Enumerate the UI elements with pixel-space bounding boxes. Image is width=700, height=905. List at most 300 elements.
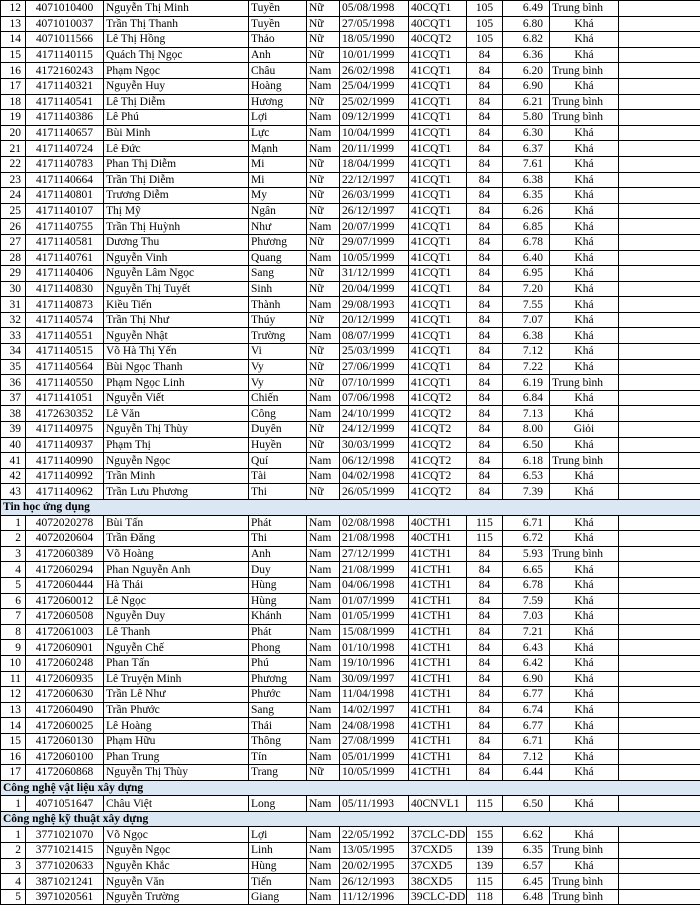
table-row	[1, 156, 700, 172]
student-id-cell: 4172060294	[26, 562, 104, 578]
rank-cell: Khá	[550, 671, 619, 687]
gpa-cell: 7.13	[503, 406, 550, 422]
birth-date-cell: 27/08/1999	[340, 733, 409, 749]
surname-cell: Nguyễn Khắc	[104, 858, 249, 874]
gender-cell: Nữ	[307, 484, 340, 500]
given-name-cell: Hùng	[249, 593, 307, 609]
rank-cell: Khá	[550, 78, 619, 94]
class-code-cell: 41CQT1	[409, 344, 467, 360]
row-number-cell: 13	[1, 702, 26, 718]
row-number-cell: 5	[1, 577, 26, 593]
student-id-cell: 4071011566	[26, 32, 104, 48]
class-code-cell: 40CTH1	[409, 515, 467, 531]
birth-date-cell: 10/04/1999	[340, 125, 409, 141]
gender-cell: Nam	[307, 390, 340, 406]
gpa-cell: 6.50	[503, 796, 550, 812]
rank-cell: Khá	[550, 234, 619, 250]
row-number-cell: 43	[1, 484, 26, 500]
class-code-cell: 41CQT1	[409, 359, 467, 375]
gpa-cell: 6.90	[503, 671, 550, 687]
surname-cell: Nguyễn Chế	[104, 640, 249, 656]
student-id-cell: 4172060130	[26, 733, 104, 749]
class-code-cell: 41CTH1	[409, 733, 467, 749]
class-code-cell: 40CQT1	[409, 1, 467, 17]
credits-cell: 105	[467, 1, 503, 17]
gpa-cell: 6.37	[503, 141, 550, 157]
surname-cell: Lê Thanh	[104, 624, 249, 640]
student-id-cell: 4171140574	[26, 312, 104, 328]
table-row	[1, 78, 700, 94]
gpa-cell: 6.21	[503, 94, 550, 110]
empty-cell	[619, 141, 700, 157]
student-id-cell: 4172060025	[26, 718, 104, 734]
gender-cell: Nam	[307, 671, 340, 687]
student-id-cell: 4172060100	[26, 749, 104, 765]
surname-cell: Dương Thu	[104, 234, 249, 250]
birth-date-cell: 21/08/1999	[340, 562, 409, 578]
credits-cell: 84	[467, 406, 503, 422]
surname-cell: Võ Hoàng	[104, 546, 249, 562]
table-row	[1, 593, 700, 609]
birth-date-cell: 20/07/1999	[340, 219, 409, 235]
empty-cell	[619, 733, 700, 749]
student-id-cell: 4171140783	[26, 156, 104, 172]
empty-cell	[619, 796, 700, 812]
row-number-cell: 4	[1, 874, 26, 890]
gpa-cell: 6.62	[503, 827, 550, 843]
given-name-cell: Lợi	[249, 827, 307, 843]
rank-cell: Khá	[550, 562, 619, 578]
table-row	[1, 219, 700, 235]
gpa-cell: 6.45	[503, 874, 550, 890]
credits-cell: 84	[467, 203, 503, 219]
empty-cell	[619, 687, 700, 703]
credits-cell: 115	[467, 796, 503, 812]
table-row	[1, 484, 700, 500]
surname-cell: Trần Minh	[104, 468, 249, 484]
given-name-cell: Phát	[249, 624, 307, 640]
birth-date-cell: 22/12/1997	[340, 172, 409, 188]
birth-date-cell: 21/08/1998	[340, 531, 409, 547]
gender-cell: Nam	[307, 593, 340, 609]
rank-cell: Khá	[550, 16, 619, 32]
given-name-cell: Vi	[249, 344, 307, 360]
rank-cell: Trung bình	[550, 1, 619, 17]
rank-cell: Khá	[550, 281, 619, 297]
rank-cell: Khá	[550, 390, 619, 406]
table-row	[1, 390, 700, 406]
given-name-cell: Chiến	[249, 390, 307, 406]
gpa-cell: 6.78	[503, 577, 550, 593]
gpa-cell: 6.95	[503, 266, 550, 282]
gender-cell: Nam	[307, 827, 340, 843]
empty-cell	[619, 484, 700, 500]
gpa-cell: 6.49	[503, 1, 550, 17]
credits-cell: 84	[467, 624, 503, 640]
class-code-cell: 41CQT1	[409, 110, 467, 126]
student-id-cell: 4171140755	[26, 219, 104, 235]
surname-cell: Lê Thị Diễm	[104, 94, 249, 110]
credits-cell: 84	[467, 733, 503, 749]
credits-cell: 115	[467, 515, 503, 531]
row-number-cell: 4	[1, 562, 26, 578]
credits-cell: 84	[467, 281, 503, 297]
row-number-cell: 10	[1, 655, 26, 671]
table-row	[1, 843, 700, 859]
surname-cell: Trần Đăng	[104, 531, 249, 547]
credits-cell: 84	[467, 546, 503, 562]
gender-cell: Nam	[307, 515, 340, 531]
table-body	[1, 1, 700, 905]
class-code-cell: 41CTH1	[409, 562, 467, 578]
credits-cell: 84	[467, 297, 503, 313]
row-number-cell: 12	[1, 1, 26, 17]
class-code-cell: 41CQT1	[409, 188, 467, 204]
table-row	[1, 344, 700, 360]
given-name-cell: Tuyền	[249, 16, 307, 32]
student-id-cell: 4171140550	[26, 375, 104, 391]
rank-cell: Khá	[550, 858, 619, 874]
credits-cell: 115	[467, 874, 503, 890]
empty-cell	[619, 172, 700, 188]
gpa-cell: 6.77	[503, 687, 550, 703]
student-id-cell: 4172060012	[26, 593, 104, 609]
class-code-cell: 41CQT1	[409, 156, 467, 172]
empty-cell	[619, 312, 700, 328]
table-row	[1, 546, 700, 562]
gender-cell: Nữ	[307, 344, 340, 360]
gender-cell: Nam	[307, 874, 340, 890]
gender-cell: Nam	[307, 562, 340, 578]
birth-date-cell: 10/01/1999	[340, 47, 409, 63]
rank-cell: Khá	[550, 359, 619, 375]
rank-cell: Khá	[550, 437, 619, 453]
empty-cell	[619, 32, 700, 48]
table-row	[1, 94, 700, 110]
empty-cell	[619, 889, 700, 905]
given-name-cell: Quí	[249, 453, 307, 469]
gender-cell: Nam	[307, 687, 340, 703]
class-code-cell: 41CQT2	[409, 437, 467, 453]
class-code-cell: 40CQT1	[409, 16, 467, 32]
gender-cell: Nam	[307, 889, 340, 905]
student-id-cell: 4171140386	[26, 110, 104, 126]
birth-date-cell: 31/12/1999	[340, 266, 409, 282]
empty-cell	[619, 546, 700, 562]
birth-date-cell: 10/05/1999	[340, 250, 409, 266]
empty-cell	[619, 375, 700, 391]
rank-cell: Khá	[550, 749, 619, 765]
class-code-cell: 40CNVL1	[409, 796, 467, 812]
empty-cell	[619, 749, 700, 765]
student-id-cell: 4171140975	[26, 422, 104, 438]
gpa-cell: 6.72	[503, 531, 550, 547]
row-number-cell: 14	[1, 718, 26, 734]
class-code-cell: 41CQT1	[409, 219, 467, 235]
rank-cell: Khá	[550, 32, 619, 48]
class-code-cell: 41CQT1	[409, 312, 467, 328]
given-name-cell: Thi	[249, 484, 307, 500]
class-code-cell: 41CQT1	[409, 172, 467, 188]
empty-cell	[619, 624, 700, 640]
surname-cell: Nguyễn Thị Tuyết	[104, 281, 249, 297]
birth-date-cell: 20/02/1995	[340, 858, 409, 874]
class-code-cell: 41CQT1	[409, 125, 467, 141]
gpa-cell: 6.57	[503, 858, 550, 874]
rank-cell: Khá	[550, 765, 619, 781]
gpa-cell: 6.42	[503, 655, 550, 671]
surname-cell: Phạm Ngọc	[104, 63, 249, 79]
class-code-cell: 37CXD5	[409, 858, 467, 874]
credits-cell: 84	[467, 328, 503, 344]
student-id-cell: 4171140873	[26, 297, 104, 313]
row-number-cell: 23	[1, 172, 26, 188]
given-name-cell: Phương	[249, 671, 307, 687]
credits-cell: 84	[467, 141, 503, 157]
table-row	[1, 141, 700, 157]
birth-date-cell: 02/08/1998	[340, 515, 409, 531]
class-code-cell: 37CXD5	[409, 843, 467, 859]
empty-cell	[619, 562, 700, 578]
gender-cell: Nữ	[307, 188, 340, 204]
given-name-cell: Phát	[249, 515, 307, 531]
surname-cell: Võ Ngọc	[104, 827, 249, 843]
rank-cell: Khá	[550, 203, 619, 219]
gender-cell: Nam	[307, 733, 340, 749]
row-number-cell: 33	[1, 328, 26, 344]
gender-cell: Nữ	[307, 312, 340, 328]
empty-cell	[619, 156, 700, 172]
empty-cell	[619, 47, 700, 63]
surname-cell: Phạm Thị	[104, 437, 249, 453]
row-number-cell: 25	[1, 203, 26, 219]
row-number-cell: 41	[1, 453, 26, 469]
surname-cell: Nguyễn Thị Thùy	[104, 765, 249, 781]
gpa-cell: 7.22	[503, 359, 550, 375]
table-row	[1, 16, 700, 32]
student-id-cell: 4172060630	[26, 687, 104, 703]
given-name-cell: Hùng	[249, 858, 307, 874]
table-row	[1, 640, 700, 656]
given-name-cell: Khánh	[249, 609, 307, 625]
given-name-cell: Vy	[249, 359, 307, 375]
given-name-cell: Sang	[249, 702, 307, 718]
surname-cell: Phan Trung	[104, 749, 249, 765]
row-number-cell: 28	[1, 250, 26, 266]
given-name-cell: Tiến	[249, 874, 307, 890]
class-code-cell: 41CTH1	[409, 687, 467, 703]
gpa-cell: 6.85	[503, 219, 550, 235]
gender-cell: Nam	[307, 125, 340, 141]
row-number-cell: 3	[1, 546, 26, 562]
gender-cell: Nam	[307, 219, 340, 235]
surname-cell: Nguyễn Huy	[104, 78, 249, 94]
empty-cell	[619, 609, 700, 625]
gender-cell: Nam	[307, 110, 340, 126]
rank-cell: Khá	[550, 827, 619, 843]
rank-cell: Trung bình	[550, 453, 619, 469]
empty-cell	[619, 344, 700, 360]
empty-cell	[619, 16, 700, 32]
birth-date-cell: 07/10/1999	[340, 375, 409, 391]
class-code-cell: 41CTH1	[409, 640, 467, 656]
gender-cell: Nam	[307, 858, 340, 874]
given-name-cell: Huyền	[249, 437, 307, 453]
surname-cell: Nguyễn Thị Thùy	[104, 422, 249, 438]
student-id-cell: 4171140962	[26, 484, 104, 500]
student-id-cell: 4171140937	[26, 437, 104, 453]
given-name-cell: Phong	[249, 640, 307, 656]
gender-cell: Nữ	[307, 94, 340, 110]
credits-cell: 84	[467, 655, 503, 671]
empty-cell	[619, 406, 700, 422]
gender-cell: Nam	[307, 328, 340, 344]
birth-date-cell: 29/07/1999	[340, 234, 409, 250]
gender-cell: Nam	[307, 297, 340, 313]
gender-cell: Nam	[307, 577, 340, 593]
credits-cell: 84	[467, 640, 503, 656]
surname-cell: Nguyễn Ngọc	[104, 453, 249, 469]
rank-cell: Trung bình	[550, 546, 619, 562]
given-name-cell: Giang	[249, 889, 307, 905]
surname-cell: Lê Đức	[104, 141, 249, 157]
table-row	[1, 32, 700, 48]
rank-cell: Trung bình	[550, 375, 619, 391]
surname-cell: Phạm Ngọc Linh	[104, 375, 249, 391]
surname-cell: Châu Việt	[104, 796, 249, 812]
table-row	[1, 889, 700, 905]
surname-cell: Quách Thị Ngọc	[104, 47, 249, 63]
rank-cell: Khá	[550, 141, 619, 157]
table-row	[1, 125, 700, 141]
rank-cell: Khá	[550, 344, 619, 360]
class-code-cell: 41CQT2	[409, 453, 467, 469]
empty-cell	[619, 78, 700, 94]
empty-cell	[619, 281, 700, 297]
surname-cell: Nguyễn Trường	[104, 889, 249, 905]
empty-cell	[619, 125, 700, 141]
class-code-cell: 41CQT1	[409, 328, 467, 344]
given-name-cell: Tài	[249, 468, 307, 484]
credits-cell: 84	[467, 359, 503, 375]
gpa-cell: 6.35	[503, 843, 550, 859]
class-code-cell: 40CTH1	[409, 531, 467, 547]
gender-cell: Nam	[307, 531, 340, 547]
surname-cell: Trần Thị Thanh	[104, 16, 249, 32]
credits-cell: 84	[467, 422, 503, 438]
student-id-cell: 4171141051	[26, 390, 104, 406]
gpa-cell: 7.20	[503, 281, 550, 297]
given-name-cell: Quang	[249, 250, 307, 266]
birth-date-cell: 10/05/1999	[340, 765, 409, 781]
rank-cell: Trung bình	[550, 94, 619, 110]
student-id-cell: 3971020561	[26, 889, 104, 905]
rank-cell: Khá	[550, 172, 619, 188]
class-code-cell: 38CXD5	[409, 874, 467, 890]
gpa-cell: 6.84	[503, 390, 550, 406]
credits-cell: 84	[467, 484, 503, 500]
student-id-cell: 4171140541	[26, 94, 104, 110]
birth-date-cell: 18/05/1990	[340, 32, 409, 48]
rank-cell: Khá	[550, 156, 619, 172]
gpa-cell: 6.50	[503, 437, 550, 453]
row-number-cell: 32	[1, 312, 26, 328]
table-row	[1, 562, 700, 578]
table-row	[1, 297, 700, 313]
empty-cell	[619, 234, 700, 250]
rank-cell: Trung bình	[550, 889, 619, 905]
class-code-cell: 41CTH1	[409, 593, 467, 609]
surname-cell: Lê Hoàng	[104, 718, 249, 734]
row-number-cell: 1	[1, 515, 26, 531]
gpa-cell: 6.53	[503, 468, 550, 484]
table-row	[1, 702, 700, 718]
surname-cell: Nguyễn Ngọc	[104, 843, 249, 859]
given-name-cell: Hùng	[249, 577, 307, 593]
row-number-cell: 15	[1, 733, 26, 749]
student-id-cell: 4072020604	[26, 531, 104, 547]
table-row	[1, 63, 700, 79]
empty-cell	[619, 390, 700, 406]
empty-cell	[619, 297, 700, 313]
surname-cell: Trần Thị Diễm	[104, 172, 249, 188]
rank-cell: Khá	[550, 531, 619, 547]
row-number-cell: 13	[1, 16, 26, 32]
empty-cell	[619, 718, 700, 734]
surname-cell: Trần Thị Huỳnh	[104, 219, 249, 235]
class-code-cell: 41CQT1	[409, 234, 467, 250]
credits-cell: 118	[467, 889, 503, 905]
surname-cell: Nguyễn Vinh	[104, 250, 249, 266]
row-number-cell: 20	[1, 125, 26, 141]
row-number-cell: 3	[1, 858, 26, 874]
gender-cell: Nam	[307, 609, 340, 625]
gender-cell: Nam	[307, 655, 340, 671]
gpa-cell: 6.78	[503, 234, 550, 250]
rank-cell: Trung bình	[550, 874, 619, 890]
credits-cell: 84	[467, 94, 503, 110]
rank-cell: Khá	[550, 609, 619, 625]
student-id-cell: 4171140551	[26, 328, 104, 344]
class-code-cell: 41CQT1	[409, 281, 467, 297]
empty-cell	[619, 593, 700, 609]
credits-cell: 84	[467, 390, 503, 406]
table-row	[1, 47, 700, 63]
gender-cell: Nữ	[307, 234, 340, 250]
row-number-cell: 29	[1, 266, 26, 282]
section-header	[1, 811, 700, 827]
empty-cell	[619, 453, 700, 469]
class-code-cell: 40CQT2	[409, 32, 467, 48]
gpa-cell: 6.43	[503, 640, 550, 656]
surname-cell: Trần Phước	[104, 702, 249, 718]
gender-cell: Nữ	[307, 156, 340, 172]
rank-cell: Khá	[550, 702, 619, 718]
gpa-cell: 6.26	[503, 203, 550, 219]
birth-date-cell: 25/02/1999	[340, 94, 409, 110]
empty-cell	[619, 63, 700, 79]
section-title: Tin học ứng dụng	[1, 500, 700, 516]
empty-cell	[619, 531, 700, 547]
given-name-cell: Tín	[249, 749, 307, 765]
surname-cell: Phan Tấn	[104, 655, 249, 671]
gender-cell: Nam	[307, 406, 340, 422]
rank-cell: Khá	[550, 593, 619, 609]
gender-cell: Nữ	[307, 32, 340, 48]
student-id-cell: 4071051647	[26, 796, 104, 812]
gender-cell: Nam	[307, 843, 340, 859]
credits-cell: 139	[467, 858, 503, 874]
